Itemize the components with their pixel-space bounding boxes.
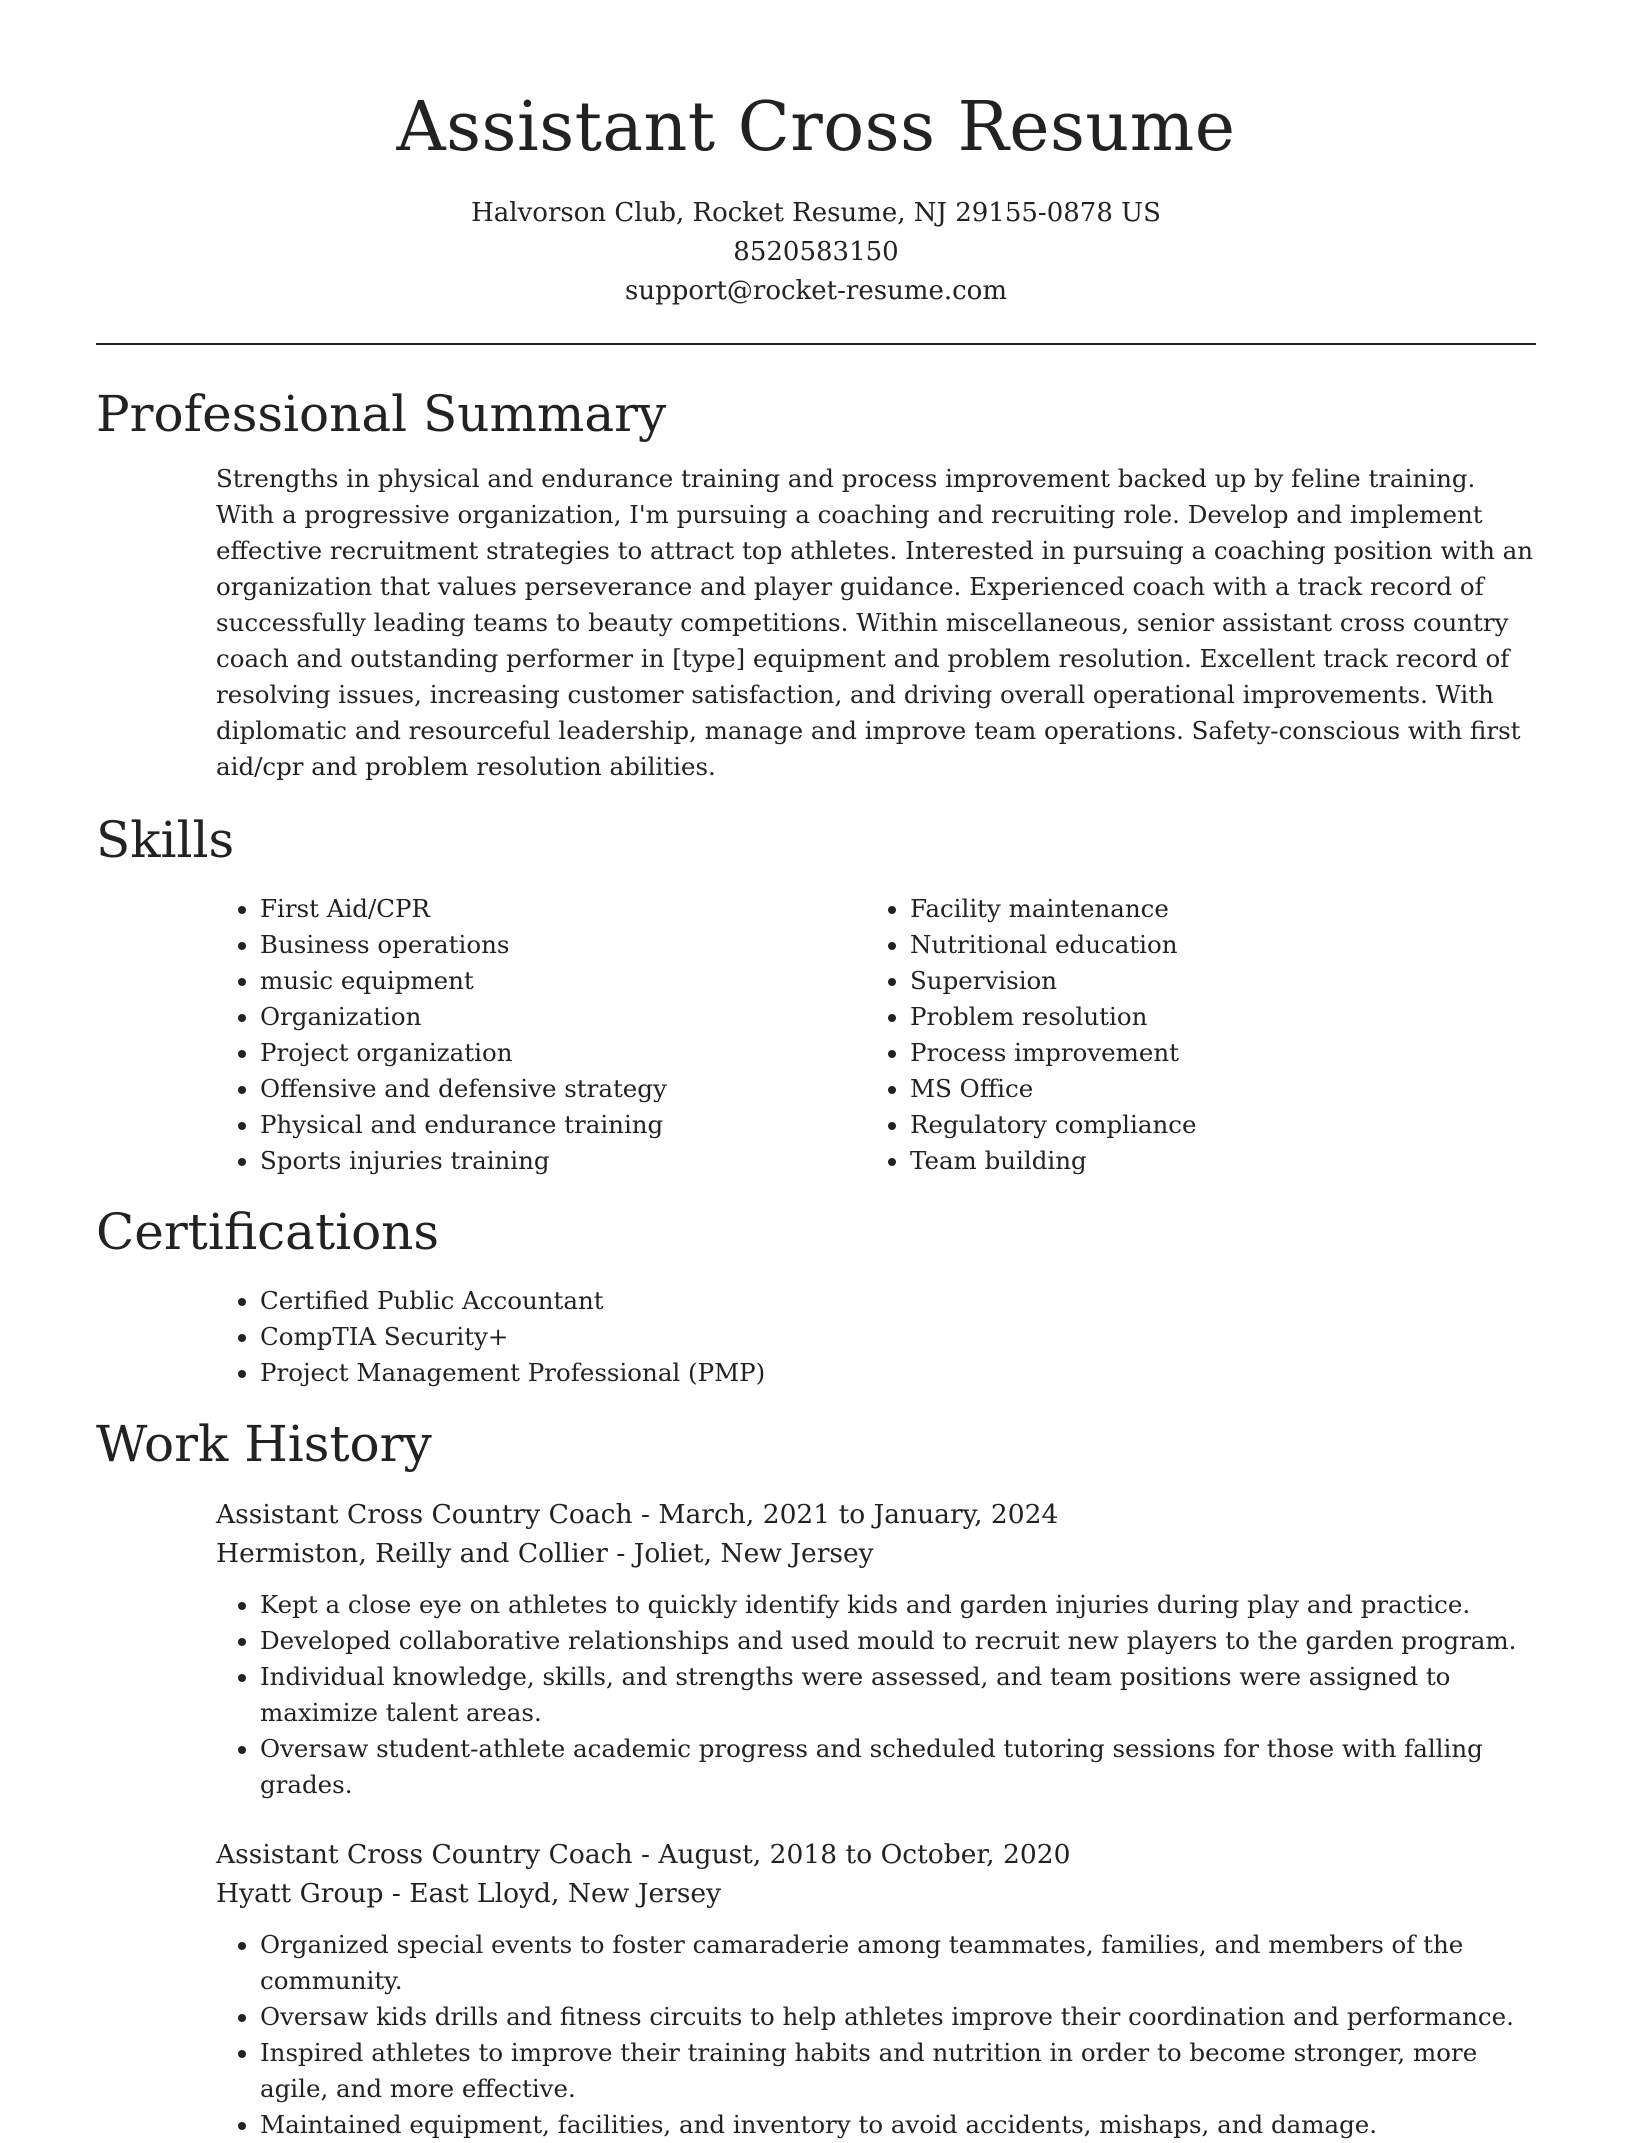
summary-text: Strengths in physical and endurance training and process improvement backed up by feline training. With a progressive organization, I'm pursuing a coaching and recruiting role. Develop and implement effective recruitment strategies to attract top athletes. Interested in pursuing a coaching position with an organization that values perseverance and player guidance. Experienced coach with a track record of successfully leading teams to beauty competitions. Within miscellaneous, senior assistant cross country coach and outstanding performer in [type] equipment and problem resolution. Excellent track record of resolving issues, increasing customer satisfaction, and driving overall operational improvements. With diplomatic and resourceful leadership, manage and improve team operations. Safety-conscious with first aid/cpr and problem resolution abilities. [216, 464, 1534, 781]
job-company: Hermiston, Reilly and Collier [216, 1538, 608, 1569]
job-dates: - August, 2018 to October, 2020 [632, 1839, 1071, 1870]
contact-phone: 8520583150 [733, 237, 899, 267]
skills-column-left [96, 891, 910, 1179]
resume-header [96, 0, 1536, 311]
job-title-line [216, 1495, 1536, 1534]
header-divider [96, 343, 1536, 345]
job-company-line [216, 1874, 1536, 1913]
job-role: Assistant Cross Country Coach [216, 1839, 633, 1870]
skill-item: • Team building [910, 1143, 1536, 1179]
resume-page [96, 0, 1536, 2143]
certifications-heading: Certifications [96, 1203, 440, 1261]
summary-heading: Professional Summary [96, 385, 667, 443]
certification-item: • CompTIA Security+ [260, 1319, 1536, 1355]
skill-item: • Facility maintenance [910, 891, 1536, 927]
certifications-list [96, 1283, 1536, 1391]
skill-item: • Problem resolution [910, 999, 1536, 1035]
skill-item: • First Aid/CPR [260, 891, 910, 927]
job-bullets [216, 1927, 1536, 2143]
skills-column-right [910, 891, 1536, 1179]
job-entry [216, 1495, 1536, 1803]
job-location: - Joliet, New Jersey [607, 1538, 874, 1569]
job-role: Assistant Cross Country Coach [216, 1499, 633, 1530]
contact-address: Halvorson Club, Rocket Resume, NJ 29155-0878 US [471, 198, 1161, 228]
job-company: Hyatt Group [216, 1878, 384, 1909]
skill-item: • Offensive and defensive strategy [260, 1071, 910, 1107]
job-bullet: • Oversaw kids drills and fitness circuits to help athletes improve their coordination and performance. [260, 1999, 1536, 2035]
job-bullet: • Maintained equipment, facilities, and inventory to avoid accidents, mishaps, and damage. [260, 2107, 1536, 2143]
job-bullet: • Inspired athletes to improve their training habits and nutrition in order to become stronger, more agile, and more effective. [260, 2035, 1536, 2107]
work-history-heading: Work History [96, 1415, 432, 1473]
skills-heading: Skills [96, 811, 235, 869]
skill-item: • Process improvement [910, 1035, 1536, 1071]
job-bullets [216, 1587, 1536, 1803]
contact-block [96, 194, 1536, 311]
skill-item: • Sports injuries training [260, 1143, 910, 1179]
job-title-line [216, 1835, 1536, 1874]
resume-title: Assistant Cross Resume [396, 88, 1236, 167]
skill-item: • Regulatory compliance [910, 1107, 1536, 1143]
skill-item: • Project organization [260, 1035, 910, 1071]
certification-item: • Certified Public Accountant [260, 1283, 1536, 1319]
skill-item: • Physical and endurance training [260, 1107, 910, 1143]
skill-item: • Business operations [260, 927, 910, 963]
job-bullet: • Developed collaborative relationships and used mould to recruit new players to the garden program. [260, 1623, 1536, 1659]
job-bullet: • Kept a close eye on athletes to quickly identify kids and garden injuries during play and practice. [260, 1587, 1536, 1623]
contact-email: support@rocket-resume.com [624, 276, 1007, 306]
certification-item: • Project Management Professional (PMP) [260, 1355, 1536, 1391]
skill-item: • Organization [260, 999, 910, 1035]
skill-item: • Nutritional education [910, 927, 1536, 963]
job-entry [216, 1835, 1536, 2143]
skill-item: • music equipment [260, 963, 910, 999]
job-location: - East Lloyd, New Jersey [383, 1878, 722, 1909]
job-bullet: • Individual knowledge, skills, and strengths were assessed, and team positions were assigned to maximize talent areas. [260, 1659, 1536, 1731]
job-dates: - March, 2021 to January, 2024 [632, 1499, 1059, 1530]
job-company-line [216, 1534, 1536, 1573]
skills-grid [96, 891, 1536, 1179]
job-bullet: • Organized special events to foster camaraderie among teammates, families, and members of the community. [260, 1927, 1536, 1999]
skill-item: • MS Office [910, 1071, 1536, 1107]
job-bullet: • Oversaw student-athlete academic progress and scheduled tutoring sessions for those with falling grades. [260, 1731, 1536, 1803]
skill-item: • Supervision [910, 963, 1536, 999]
